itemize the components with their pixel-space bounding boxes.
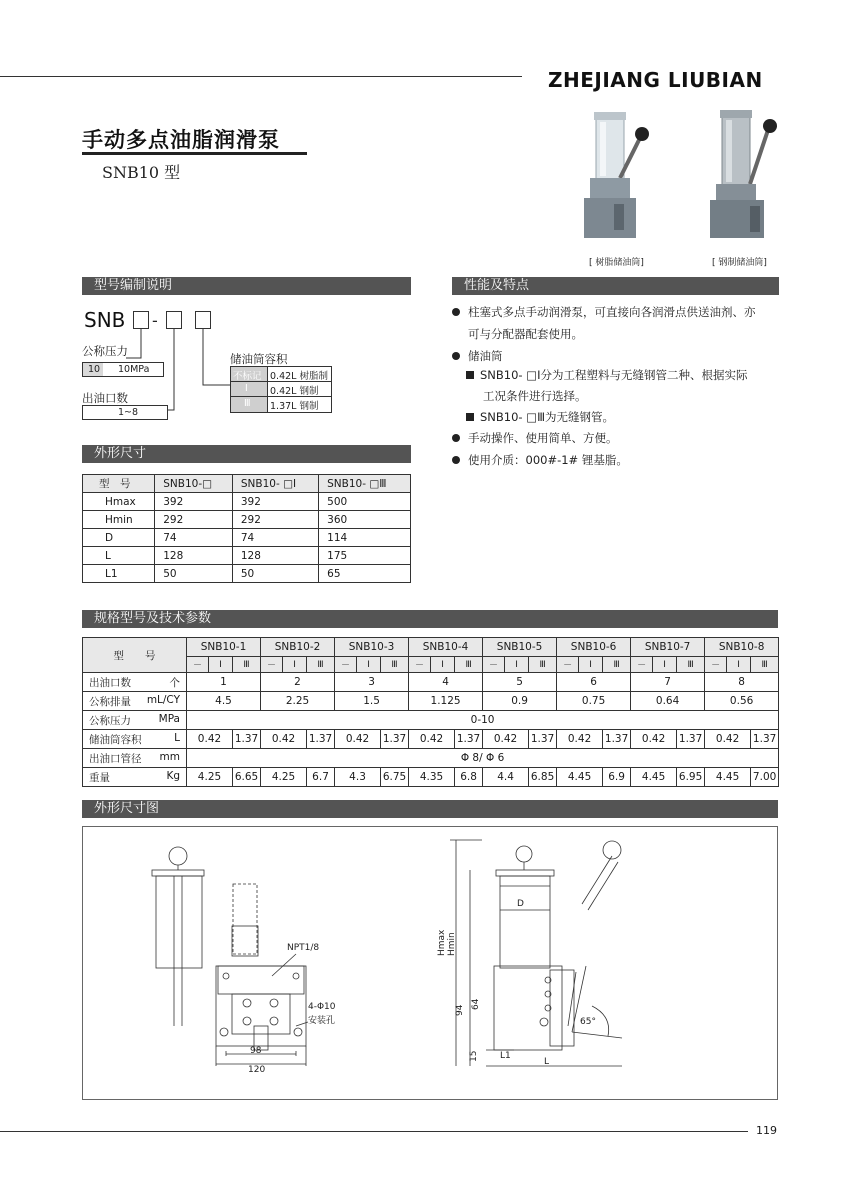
outlets-label: 出油口数 [82,391,128,405]
row-label [83,673,187,692]
table-cell: 175 [319,547,411,565]
table-cell: 392 [155,493,233,511]
table-cell: D [83,529,155,547]
label-h64: 64 [471,998,481,1010]
row-label-text: 公称压力 [89,714,131,727]
table-row [83,768,779,787]
table-cell: 4.5 [187,692,261,711]
front-view [152,847,308,1066]
feature-line-1: 可与分配器配套使用。 [468,327,583,341]
model-name: SNB10-5 [483,638,557,657]
row-label-text: 重量 [89,771,110,784]
square-bullet-icon [466,413,474,421]
label-D: D [517,899,524,909]
sub-header: Ⅰ [431,657,455,673]
label-w98: 98 [250,1046,262,1056]
table-cell: 0-10 [187,711,779,730]
row-label-text: 出油口管径 [89,752,142,765]
table-cell: 0.75 [557,692,631,711]
table-row [83,711,779,730]
sub-header: － [335,657,357,673]
bullet-icon [452,352,460,360]
table-cell: 128 [232,547,318,565]
feature-line-5: SNB10- □Ⅲ为无缝钢管。 [466,406,614,428]
sub-header: Ⅰ [209,657,233,673]
reservoir-label: 储油筒容积 [230,352,288,366]
photo-caption-resin: [ 树脂储油筒] [589,258,644,268]
sub-header: Ⅲ [307,657,335,673]
table-cell: 1.37 [751,730,779,749]
table-cell: 0.42 [409,730,455,749]
bullet-icon [452,308,460,316]
sub-header: Ⅰ [283,657,307,673]
table-cell: 6.95 [677,768,705,787]
model-name: SNB10-2 [261,638,335,657]
row-label-text: 储油筒容积 [89,733,142,746]
table-cell: 0.42 [631,730,677,749]
table-cell: 0.42 [335,730,381,749]
label-hmax: Hmax [437,929,447,956]
bullet-icon [452,434,460,442]
table-cell: 6.85 [529,768,557,787]
sub-header: Ⅰ [357,657,381,673]
model-name: SNB10-3 [335,638,409,657]
row-unit: Kg [166,769,180,782]
table-row [83,529,411,547]
table-cell: 0.42 [261,730,307,749]
table-cell: 0.64 [631,692,705,711]
dimension-table [82,474,411,583]
label-L1: L1 [500,1051,511,1061]
table-cell: 0.42 [705,730,751,749]
pressure-label: 公称压力 [82,344,128,358]
table-cell: 6.65 [233,768,261,787]
row-label [83,749,187,768]
table-header-row [83,638,779,657]
feature-line-6: 手动操作、使用简单、方便。 [452,427,618,449]
table-cell: 5 [483,673,557,692]
table-cell: 8 [705,673,779,692]
label-h15: 15 [469,1050,479,1062]
sub-header: Ⅲ [603,657,631,673]
table-cell: 1.37 [603,730,631,749]
table-subheader-row [83,657,779,673]
sub-header: － [631,657,653,673]
table-cell: 6 [557,673,631,692]
table-cell: 1.37 [233,730,261,749]
row-unit: L [174,731,180,744]
label-mount: 安装孔 [308,1016,336,1026]
table-cell: 4.3 [335,768,381,787]
table-cell: 4.35 [409,768,455,787]
reservoir-code-2: Ⅲ [244,398,251,409]
sub-header: Ⅲ [381,657,409,673]
code-dash: - [152,311,158,330]
section-features: 性能及特点 [452,277,779,295]
page-number: 119 [756,1124,777,1137]
reservoir-code-1: Ⅰ [245,383,248,394]
model-name: SNB10-4 [409,638,483,657]
feature-line-3: SNB10- □Ⅰ分为工程塑料与无缝钢管二种、根据实际 [466,364,748,386]
table-cell: 4.4 [483,768,529,787]
photo-caption-steel: [ 钢制储油筒] [712,258,767,268]
row-label [83,730,187,749]
row-unit: MPa [158,712,180,725]
table-row [83,730,779,749]
sub-header: Ⅰ [505,657,529,673]
sub-header: － [705,657,727,673]
feature-line-2: 储油筒 [452,345,503,367]
label-L: L [544,1057,550,1067]
dimension-drawing [82,826,778,1100]
table-cell: Hmax [83,493,155,511]
table-cell: 7 [631,673,705,692]
table-header: SNB10-□ [155,475,233,493]
table-cell: 4 [409,673,483,692]
pressure-code: 10 [88,364,101,375]
table-cell: 0.42 [483,730,529,749]
sub-header: Ⅲ [677,657,705,673]
table-cell: 0.56 [705,692,779,711]
table-cell: 6.7 [307,768,335,787]
row-label [83,711,187,730]
table-cell: 500 [319,493,411,511]
label-h94: 94 [455,1004,465,1016]
sub-header: Ⅲ [529,657,557,673]
table-cell: 114 [319,529,411,547]
table-cell: 4.45 [705,768,751,787]
table-row [83,673,779,692]
model-name: SNB10-8 [705,638,779,657]
model-code-prefix: SNB [84,308,126,332]
table-cell: Φ 8/ Φ 6 [187,749,779,768]
sub-header: Ⅲ [233,657,261,673]
sub-header: － [483,657,505,673]
pressure-value: 10MPa [118,364,150,375]
row-label [83,768,187,787]
label-hmin: Hmin [447,932,457,956]
sub-header: － [409,657,431,673]
model-header: 型 号 [83,638,187,673]
table-cell: 74 [232,529,318,547]
table-cell: 1.37 [677,730,705,749]
sub-header: Ⅰ [727,657,751,673]
reservoir-value-0: 0.42L 树脂制 [270,371,328,382]
table-cell: 1.37 [455,730,483,749]
label-holes: 4-Φ10 [308,1002,336,1012]
table-cell: 292 [232,511,318,529]
table-header: SNB10- □Ⅰ [232,475,318,493]
label-angle: 65° [580,1017,596,1027]
sub-header: － [261,657,283,673]
label-w120: 120 [248,1065,266,1075]
table-cell: 1.5 [335,692,409,711]
row-unit: 个 [169,676,180,689]
table-row [83,547,411,565]
row-unit: mm [159,750,180,763]
table-cell: 0.42 [557,730,603,749]
table-cell: L [83,547,155,565]
table-cell: 50 [232,565,318,583]
table-cell: L1 [83,565,155,583]
table-cell: 6.8 [455,768,483,787]
reservoir-code-0: 不标记 [233,371,262,382]
table-cell: 1 [187,673,261,692]
bullet-icon [452,456,460,464]
table-cell: 6.75 [381,768,409,787]
model-name: SNB10-1 [187,638,261,657]
outlets-value: 1~8 [118,407,139,418]
table-row [83,565,411,583]
row-label [83,692,187,711]
sub-header: Ⅰ [653,657,677,673]
table-cell: 4.45 [631,768,677,787]
table-cell: 1.37 [381,730,409,749]
reservoir-value-2: 1.37L 钢制 [270,401,319,412]
table-row [83,749,779,768]
table-cell: 0.9 [483,692,557,711]
section-drawing: 外形尺寸图 [82,800,778,818]
table-cell: 0.42 [187,730,233,749]
side-view [450,840,622,1066]
table-cell: 1.125 [409,692,483,711]
table-cell: 3 [335,673,409,692]
square-bullet-icon [466,371,474,379]
table-cell: 2 [261,673,335,692]
sub-header: － [187,657,209,673]
table-cell: 50 [155,565,233,583]
section-model-code: 型号编制说明 [82,277,411,295]
table-cell: 128 [155,547,233,565]
table-header-row [83,475,411,493]
table-cell: 1.37 [529,730,557,749]
table-cell: 360 [319,511,411,529]
section-specs: 规格型号及技术参数 [82,610,778,628]
feature-line-7: 使用介质：000#-1# 锂基脂。 [452,449,628,471]
table-cell: 292 [155,511,233,529]
table-cell: 1.37 [307,730,335,749]
row-unit: mL/CY [146,693,180,706]
table-row [83,692,779,711]
table-cell: 74 [155,529,233,547]
table-cell: 7.00 [751,768,779,787]
table-cell: 65 [319,565,411,583]
sub-header: Ⅰ [579,657,603,673]
model-name: SNB10-6 [557,638,631,657]
table-header: 型 号 [83,475,155,493]
sub-header: － [557,657,579,673]
table-cell: 4.25 [187,768,233,787]
table-cell: 392 [232,493,318,511]
section-dimensions: 外形尺寸 [82,445,411,463]
table-cell: 4.45 [557,768,603,787]
page-title: 手动多点油脂润滑泵 [82,128,280,152]
row-label-text: 出油口数 [89,676,131,689]
feature-line-0: 柱塞式多点手动润滑泵，可直接向各润滑点供送油剂、亦 [452,301,756,323]
brand-name: ZHEJIANG LIUBIAN [548,68,763,92]
table-row [83,511,411,529]
sub-header: Ⅲ [455,657,483,673]
label-npt: NPT1/8 [287,943,320,953]
table-cell: Hmin [83,511,155,529]
row-label-text: 公称排量 [89,695,131,708]
model-name: SNB10-7 [631,638,705,657]
reservoir-value-1: 0.42L 钢制 [270,386,319,397]
sub-header: Ⅲ [751,657,779,673]
table-row [83,493,411,511]
feature-line-4: 工况条件进行选择。 [483,389,587,403]
footer-rule [0,1131,748,1132]
table-cell: 2.25 [261,692,335,711]
table-header: SNB10- □Ⅲ [319,475,411,493]
table-cell: 6.9 [603,768,631,787]
page-subtitle: SNB10 型 [102,163,181,182]
spec-table [82,637,779,787]
table-cell: 4.25 [261,768,307,787]
